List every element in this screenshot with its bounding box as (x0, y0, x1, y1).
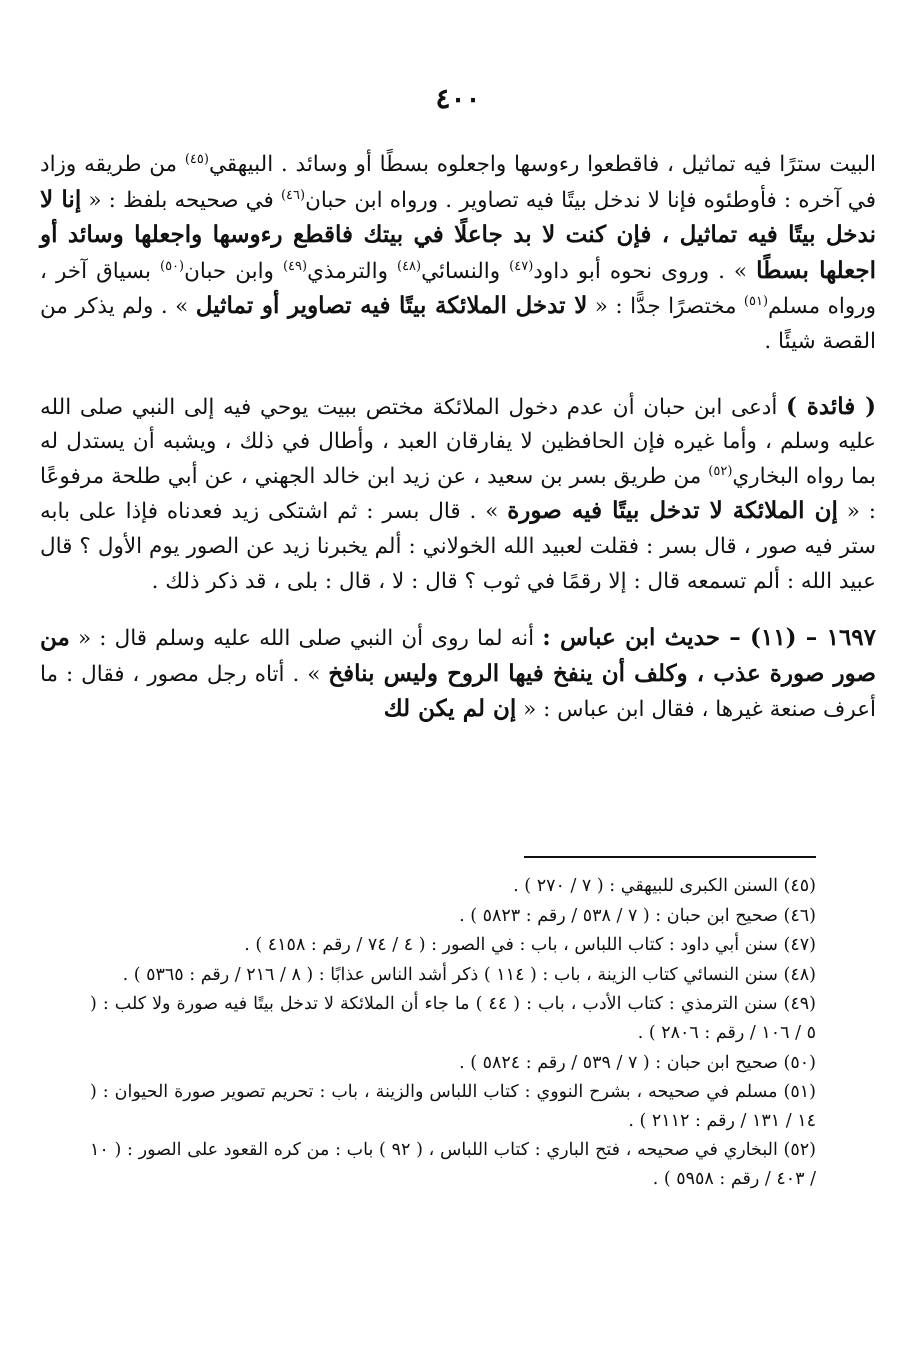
page-number: ٤٠٠ (435, 82, 481, 115)
footnote-ref-47[interactable]: (٤٧) (509, 258, 534, 274)
footnote-47: (٤٧) سنن أبي داود : كتاب اللباس ، باب : في الصور : ( ٤ / ٧٤ / رقم : ٤١٥٨ ) . (244, 935, 816, 956)
text-run: البيت سترًا فيه تماثيل ، فاقطعوا رءوسها واجعلوه بسطًا أو وسائد . البيهقي (208, 152, 876, 177)
text-run: من طريق بسر بن سعيد ، عن زيد ابن خالد الجهني ، عن أبي طلحة مرفوعًا : « (40, 463, 876, 525)
footnote-46: (٤٦) صحيح ابن حبان : ( ٧ / ٥٣٨ / رقم : ٥٨٢٣ ) . (459, 905, 816, 926)
hadith-heading: ١٦٩٧ – (١١) – حديث ابن عباس : (542, 624, 877, 652)
footnote-45: (٤٥) السنن الكبرى للبيهقي : ( ٧ / ٢٧٠ ) . (513, 876, 816, 896)
footnote-ref-49[interactable]: (٤٩) (282, 258, 308, 274)
text-run: أنه لما روى أن النبي صلى الله عليه وسلم قال : « (69, 626, 543, 652)
footnote-50: (٥٠) صحيح ابن حبان : ( ٧ / ٥٣٩ / رقم : ٥٨٢٤ ) . (459, 1052, 816, 1073)
footnote-51: (٥١) مسلم في صحيحه ، بشرح النووي : كتاب اللباس والزينة ، باب : تحريم تصوير صورة الحيوان : ( ١٤ / ١٣١ / رقم : ٢١١٢ ) . (90, 1082, 816, 1131)
paragraph-spacer (40, 360, 876, 390)
text-run: في صحيحه بلفظ : « (81, 187, 281, 213)
footnote-48: (٤٨) سنن النسائي كتاب الزينة ، باب : ( ١١٤ ) ذكر أشد الناس عذابًا : ( ٨ / ٢١٦ / رقم : ٥٣٦٥ ) . (122, 964, 816, 985)
hadith-quote: لا تدخل الملائكة بيتًا فيه تصاوير أو تماثيل (195, 292, 588, 320)
footnote-ref-46[interactable]: (٤٦) (280, 187, 306, 203)
footnote-ref-48[interactable]: (٤٨) (396, 258, 422, 274)
text-run: مختصرًا جدًّا : « (587, 294, 744, 320)
main-text (40, 148, 876, 728)
text-run: » . قال بسر : ثم اشتكى زيد فعدناه فإذا على بابه ستر فيه صور ، قال بسر : فقلت لعبيد الله الخولاني : ألم يخبرنا زيد عن الصور يوم الأول ؟ قال عبيد الله : ألم تسمعه قال : إلا رقمًا في ثوب ؟ قال : لا ، قال : بلى ، قد ذكر ذلك . (40, 499, 876, 594)
footnote-52: (٥٢) البخاري في صحيحه ، فتح الباري : كتاب اللباس ، ( ٩٢ ) باب : من كره القعود على الصور : ( ١٠ / ٤٠٣ / رقم : ٥٩٥٨ ) . (90, 1140, 816, 1189)
benefit-heading: ( فائدة ) (786, 392, 876, 420)
hadith-quote: إنا لا ندخل بيتًا فيه تماثيل ، فإن كنت لا بد جاعلًا في بيتك فاقطع رءوسها واجعلها وسائد أو اجعلها بسطًا (40, 185, 876, 284)
footnote-ref-50[interactable]: (٥٠) (159, 258, 185, 274)
footnotes (90, 872, 816, 1195)
paragraph-3 (40, 621, 876, 728)
hadith-quote: إن الملائكة لا تدخل بيتًا فيه صورة (507, 497, 838, 525)
hadith-quote: من صور صورة عذب ، وكلف أن ينفخ فيها الروح وليس بنافخ (40, 624, 876, 687)
text-run: من طريقه وزاد في آخره : فأوطئوه فإنا لا ندخل بيتًا فيه تصاوير . ورواه ابن حبان (40, 152, 876, 213)
text-run: بسياق آخر ، ورواه مسلم (40, 258, 877, 320)
hadith-quote: إن لم يكن لك (383, 695, 517, 723)
text-run: » . ولم يذكر من القصة شيئًا . (40, 294, 876, 354)
footnote-separator (524, 856, 816, 858)
text-run: وابن حبان (184, 258, 283, 284)
text-run: » . وروى نحوه أبو داود (533, 258, 757, 284)
paragraph-1 (40, 148, 876, 360)
footnote-ref-52[interactable]: (٥٢) (708, 463, 733, 479)
footnote-ref-45[interactable]: (٤٥) (184, 151, 209, 167)
text-run: والترمذي (307, 258, 397, 284)
footnote-49: (٤٩) سنن الترمذي : كتاب الأدب ، باب : ( ٤٤ ) ما جاء أن الملائكة لا تدخل بيتًا فيه صورة ولا كلب : ( ٥ / ١٠٦ / رقم : ٢٨٠٦ ) . (90, 994, 816, 1043)
paragraph-spacer (40, 599, 876, 621)
text-run: » . أتاه رجل مصور ، فقال : ما أعرف صنعة غيرها ، فقال ابن عباس : « (40, 661, 876, 723)
text-run: أدعى ابن حبان أن عدم دخول الملائكة مختص ببيت يوحي فيه إلى النبي صلى الله عليه وسلم ، وأما غيره فإن الحافظين لا يفارقان العبد ، وأطال في ذلك ، ويشبه أن يستدل له بما رواه البخاري (40, 394, 876, 489)
paragraph-2 (40, 390, 876, 600)
text-run: والنسائي (421, 258, 510, 284)
footnote-ref-51[interactable]: (٥١) (743, 294, 769, 310)
